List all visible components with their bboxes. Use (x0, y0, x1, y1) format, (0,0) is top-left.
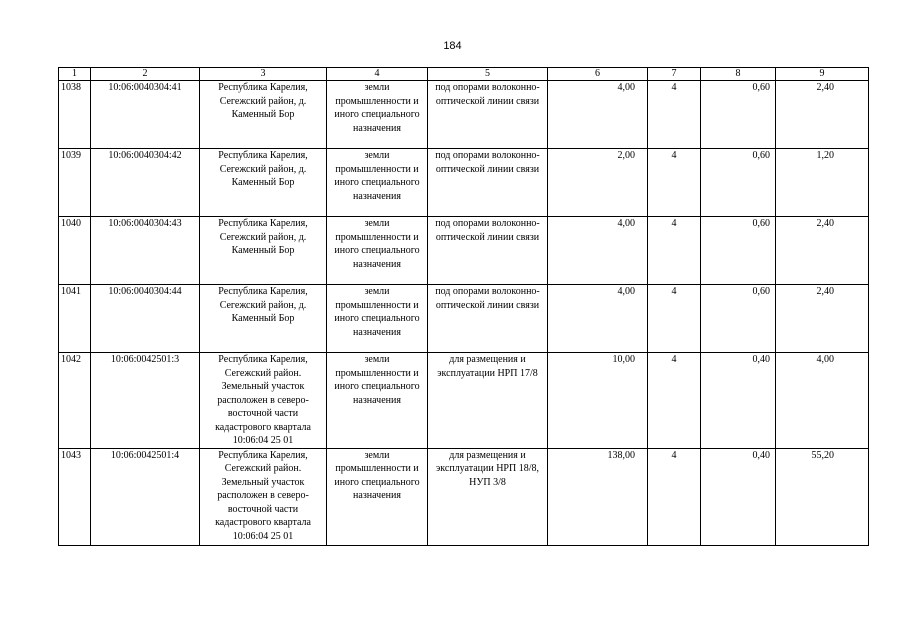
column-header: 4 (327, 68, 428, 81)
rate-cell: 0,60 (701, 285, 776, 353)
table-row (59, 353, 869, 449)
permitted-use-cell: под опорами волоконно-оптической линии связи (428, 81, 548, 149)
column-header: 6 (548, 68, 648, 81)
column-7-cell: 4 (648, 149, 701, 217)
total-cell: 4,00 (776, 353, 869, 449)
column-7-cell: 4 (648, 81, 701, 149)
rate-cell: 0,40 (701, 448, 776, 545)
location-cell: Республика Карелия, Сегежский район, д. Каменный Бор (200, 149, 327, 217)
area-cell: 4,00 (548, 285, 648, 353)
header-row (59, 68, 869, 81)
permitted-use-cell: для размещения и эксплуатации НРП 17/8 (428, 353, 548, 449)
location-cell: Республика Карелия, Сегежский район. Земельный участок расположен в северо-восточной части кадастрового квартала 10:06:04 25 01 (200, 353, 327, 449)
area-cell: 4,00 (548, 81, 648, 149)
row-number-cell: 1038 (59, 81, 91, 149)
area-cell: 4,00 (548, 217, 648, 285)
land-category-cell: земли промышленности и иного специального назначения (327, 149, 428, 217)
total-cell: 2,40 (776, 217, 869, 285)
area-cell: 138,00 (548, 448, 648, 545)
land-category-cell: земли промышленности и иного специального назначения (327, 285, 428, 353)
total-cell: 2,40 (776, 81, 869, 149)
row-number-cell: 1041 (59, 285, 91, 353)
location-cell: Республика Карелия, Сегежский район, д. Каменный Бор (200, 81, 327, 149)
row-number-cell: 1039 (59, 149, 91, 217)
permitted-use-cell: под опорами волоконно-оптической линии связи (428, 149, 548, 217)
column-7-cell: 4 (648, 448, 701, 545)
column-7-cell: 4 (648, 217, 701, 285)
cadastral-number-cell: 10:06:0042501:4 (91, 448, 200, 545)
column-header: 7 (648, 68, 701, 81)
cadastral-number-cell: 10:06:0040304:44 (91, 285, 200, 353)
rate-cell: 0,60 (701, 217, 776, 285)
column-header: 3 (200, 68, 327, 81)
table-row (59, 81, 869, 149)
permitted-use-cell: для размещения и эксплуатации НРП 18/8, НУП 3/8 (428, 448, 548, 545)
land-category-cell: земли промышленности и иного специального назначения (327, 81, 428, 149)
location-cell: Республика Карелия, Сегежский район. Земельный участок расположен в северо-восточной части кадастрового квартала 10:06:04 25 01 (200, 448, 327, 545)
land-plots-table (58, 67, 869, 546)
cadastral-number-cell: 10:06:0040304:41 (91, 81, 200, 149)
location-cell: Республика Карелия, Сегежский район, д. Каменный Бор (200, 217, 327, 285)
page-number: 184 (443, 40, 462, 52)
row-number-cell: 1043 (59, 448, 91, 545)
column-header: 5 (428, 68, 548, 81)
area-cell: 10,00 (548, 353, 648, 449)
land-category-cell: земли промышленности и иного специального назначения (327, 217, 428, 285)
table-row (59, 285, 869, 353)
area-cell: 2,00 (548, 149, 648, 217)
column-7-cell: 4 (648, 353, 701, 449)
row-number-cell: 1042 (59, 353, 91, 449)
table-row (59, 217, 869, 285)
rate-cell: 0,60 (701, 81, 776, 149)
table-row (59, 149, 869, 217)
cadastral-number-cell: 10:06:0042501:3 (91, 353, 200, 449)
column-header: 1 (59, 68, 91, 81)
column-header: 2 (91, 68, 200, 81)
cadastral-number-cell: 10:06:0040304:42 (91, 149, 200, 217)
land-category-cell: земли промышленности и иного специального назначения (327, 353, 428, 449)
permitted-use-cell: под опорами волоконно-оптической линии связи (428, 217, 548, 285)
rate-cell: 0,40 (701, 353, 776, 449)
total-cell: 1,20 (776, 149, 869, 217)
location-cell: Республика Карелия, Сегежский район, д. Каменный Бор (200, 285, 327, 353)
rate-cell: 0,60 (701, 149, 776, 217)
permitted-use-cell: под опорами волоконно-оптической линии связи (428, 285, 548, 353)
total-cell: 2,40 (776, 285, 869, 353)
land-category-cell: земли промышленности и иного специального назначения (327, 448, 428, 545)
table-row (59, 448, 869, 545)
cadastral-number-cell: 10:06:0040304:43 (91, 217, 200, 285)
total-cell: 55,20 (776, 448, 869, 545)
column-header: 8 (701, 68, 776, 81)
row-number-cell: 1040 (59, 217, 91, 285)
column-7-cell: 4 (648, 285, 701, 353)
column-header: 9 (776, 68, 869, 81)
